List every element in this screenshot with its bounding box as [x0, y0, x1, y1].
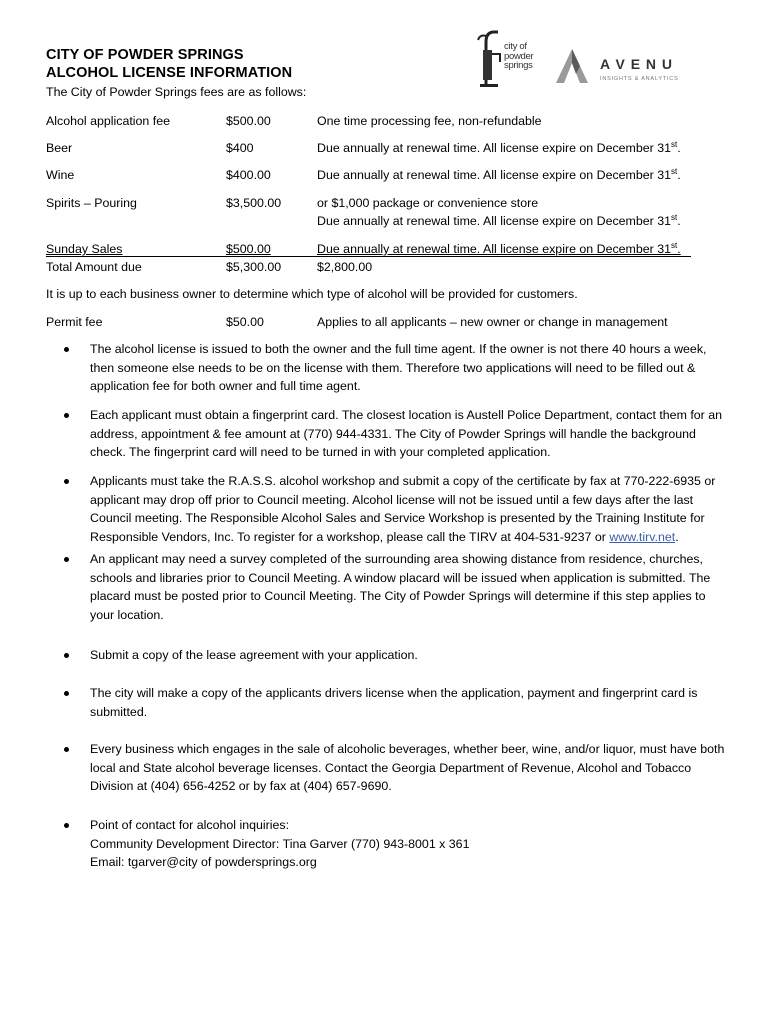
fee-label: Alcohol application fee [46, 114, 170, 128]
total-note: $2,800.00 [317, 260, 373, 274]
fee-label: Spirits – Pouring [46, 196, 137, 210]
title-line-1: CITY OF POWDER SPRINGS [46, 47, 244, 63]
avenu-logo [552, 46, 702, 88]
fee-amount: $3,500.00 [226, 196, 282, 210]
list-item-text: An applicant may need a survey completed of the surrounding area showing distance from residence, churches, schools and libraries prior to Council Meeting. A window placard will be issued when application is submitted. The placard must be posted prior to Council Meeting. The City of Powder Springs will determine if this step applies to your location. [90, 552, 711, 622]
fee-label: Beer [46, 141, 73, 155]
fee-label: Wine [46, 168, 75, 182]
tirv-link[interactable]: www.tirv.net [609, 529, 676, 544]
cps-logo-line-3: springs [504, 60, 533, 71]
permit-amount: $50.00 [226, 315, 264, 329]
total-amount: $5,300.00 [226, 260, 282, 274]
fee-amount: $500.00 [226, 114, 271, 128]
contact-block [90, 816, 730, 872]
contact-email: Email: tgarver@city of powdersprings.org [90, 855, 317, 870]
bullet-icon [64, 691, 69, 696]
avenu-mark-icon [552, 46, 592, 86]
list-item-text: Applicants must take the R.A.S.S. alcohol workshop and submit a copy of the certificate by fax at 770-222-6935 or applicant may drop off prior to Council meeting. Alcohol license will not be issued until a few days after the last Council meeting. The Responsible Alcohol Sales and Service Workshop is presented by the Training Institute for Responsible Vendors, Inc. To register for a workshop, please call the TIRV at 404-531-9237 or www.tirv.net. [90, 474, 716, 544]
fee-label: Sunday Sales [46, 242, 123, 256]
bullet-icon [64, 653, 69, 658]
permit-label: Permit fee [46, 315, 103, 329]
permit-note: Applies to all applicants – new owner or change in management [317, 315, 668, 329]
cps-logo-line-2: powder [504, 50, 534, 62]
avenu-name: A V E N U [600, 56, 674, 72]
fee-note: Due annually at renewal time. All license expire on December 31st. [317, 139, 681, 155]
fee-note: Due annually at renewal time. All license expire on December 31st. [317, 240, 681, 256]
bullet-icon [64, 823, 69, 828]
fee-note: One time processing fee, non-refundable [317, 114, 542, 128]
list-item-text: The alcohol license is issued to both the owner and the full time agent. If the owner is not there 40 hours a week, then someone else needs to be on the license with them. Therefore two applications will need to be filled out & application fee for both owner and full time agent. [90, 342, 707, 394]
list-item-text: The city will make a copy of the applicants drivers license when the application, payment and fingerprint card is submitted. [90, 686, 698, 719]
fee-amount: $500.00 [226, 242, 271, 256]
contact-director: Community Development Director: Tina Garver (770) 943-8001 x 361 [90, 836, 470, 851]
list-item-text: Every business which engages in the sale of alcoholic beverages, whether beer, wine, and/or liquor, must have both local and State alcohol beverage licenses. Contact the Georgia Department of Revenue, Alcohol and Tobacco Division at (404) 656-4252 or by fax at (404) 657-9690. [90, 742, 725, 794]
bullet-icon [64, 347, 69, 352]
fee-amount: $400.00 [226, 168, 271, 182]
avenu-tagline: INSIGHTS & ANALYTICS [600, 76, 679, 82]
contact-heading: Point of contact for alcohol inquiries: [90, 818, 290, 832]
bullet-icon [64, 747, 69, 752]
cps-logo-line-1: city of [504, 41, 527, 52]
list-item-text: Submit a copy of the lease agreement with your application. [90, 648, 418, 662]
fee-note: or $1,000 package or convenience store [317, 196, 539, 210]
fee-note-2: Due annually at renewal time. All license expire on December 31st. [317, 212, 681, 228]
bullet-icon [64, 413, 69, 418]
powder-springs-logo [474, 28, 540, 90]
bullet-icon [64, 479, 69, 484]
bullet-icon [64, 557, 69, 562]
owner-note: It is up to each business owner to determine which type of alcohol will be provided for customers. [46, 287, 578, 301]
total-label: Total Amount due [46, 260, 142, 274]
total-divider [46, 256, 691, 257]
intro-text: The City of Powder Springs fees are as follows: [46, 85, 307, 99]
list-item-text: Each applicant must obtain a fingerprint card. The closest location is Austell Police Department, contact them for an address, appointment & fee amount at (770) 944-4331. The City of Powder Springs will handle the background check. The fingerprint card will need to be turned in with your completed application. [90, 408, 723, 460]
title-line-2: ALCOHOL LICENSE INFORMATION [46, 65, 293, 81]
fee-amount: $400 [226, 141, 254, 155]
fee-note: Due annually at renewal time. All license expire on December 31st. [317, 166, 681, 182]
